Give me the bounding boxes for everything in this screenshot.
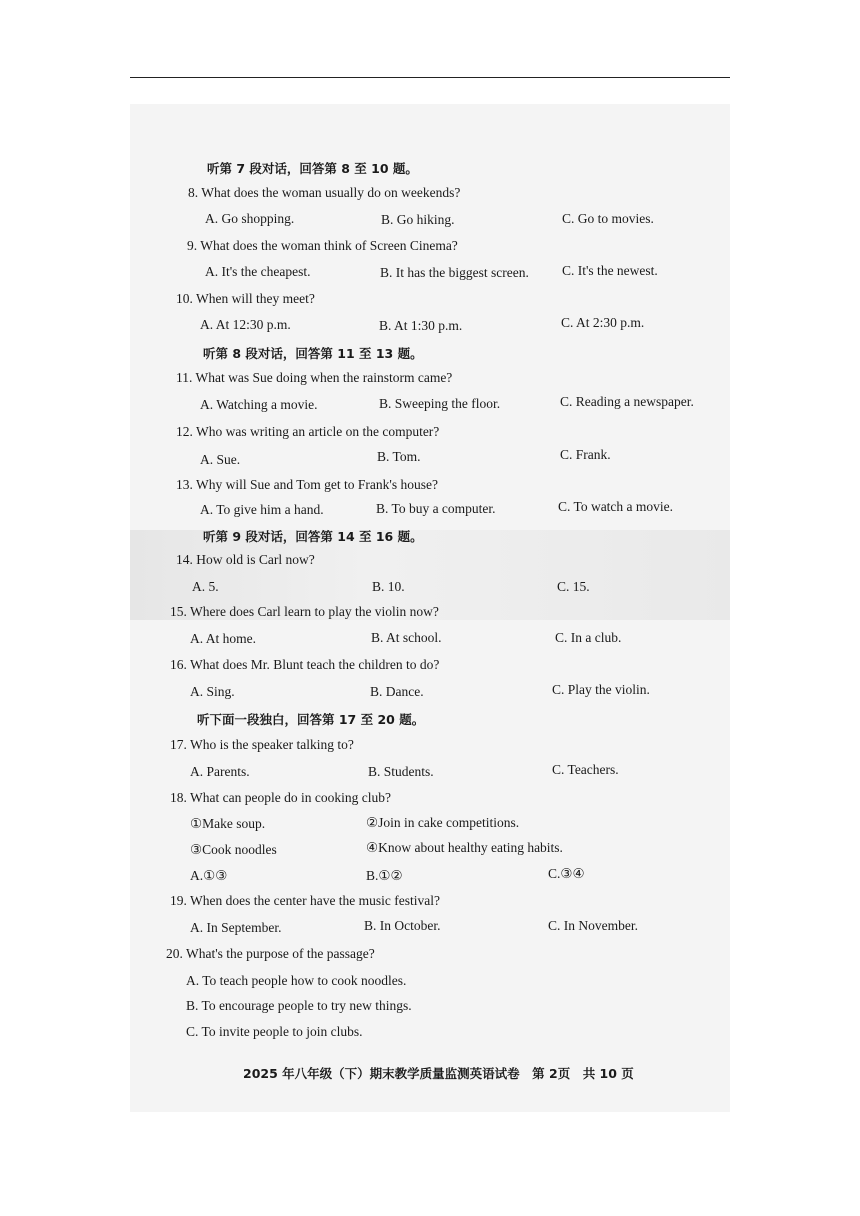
q17-option-c: C. Teachers. [552, 762, 619, 777]
q11-option-c: C. Reading a newspaper. [560, 394, 694, 409]
question-17: 17. Who is the speaker talking to? [170, 737, 354, 752]
q18-option-a: A.①③ [190, 868, 228, 883]
q18-item-2: ②Join in cake competitions. [366, 815, 520, 830]
q16-option-b: B. Dance. [370, 684, 424, 699]
question-15: 15. Where does Carl learn to play the violin now? [170, 604, 439, 619]
q19-option-b: B. In October. [364, 918, 441, 933]
q12-option-b: B. Tom. [377, 449, 421, 464]
q13-option-c: C. To watch a movie. [558, 499, 674, 514]
top-rule [130, 77, 730, 78]
question-14: 14. How old is Carl now? [176, 552, 315, 567]
q18-item-4: ④Know about healthy eating habits. [366, 840, 563, 855]
q17-option-b: B. Students. [368, 764, 434, 779]
question-9: 9. What does the woman think of Screen Cinema? [187, 238, 458, 253]
q12-option-c: C. Frank. [560, 447, 611, 462]
q15-option-c: C. In a club. [555, 630, 622, 645]
q12-option-a: A. Sue. [200, 452, 241, 467]
q11-option-b: B. Sweeping the floor. [379, 396, 501, 411]
q18-item-3: ③Cook noodles [190, 842, 277, 857]
q9-option-a: A. It's the cheapest. [205, 264, 311, 279]
q14-option-b: B. 10. [372, 579, 405, 594]
q19-option-c: C. In November. [548, 918, 638, 933]
page-footer: 2025 年八年级（下）期末教学质量监测英语试卷 第 2页 共 10 页 [243, 1066, 634, 1081]
q20-option-a: A. To teach people how to cook noodles. [186, 973, 407, 988]
question-16: 16. What does Mr. Blunt teach the children to do? [170, 657, 440, 672]
section-heading: 听第 9 段对话，回答第 14 至 16 题。 [203, 529, 423, 544]
q8-option-b: B. Go hiking. [381, 212, 455, 227]
q16-option-c: C. Play the violin. [552, 682, 650, 697]
section-heading: 听下面一段独白，回答第 17 至 20 题。 [197, 712, 425, 727]
question-13: 13. Why will Sue and Tom get to Frank's house? [176, 477, 438, 492]
question-11: 11. What was Sue doing when the rainstorm came? [176, 370, 453, 385]
q8-option-c: C. Go to movies. [562, 211, 654, 226]
question-19: 19. When does the center have the music festival? [170, 893, 441, 908]
q18-option-c: C.③④ [548, 866, 585, 881]
q9-option-b: B. It has the biggest screen. [380, 265, 529, 280]
q10-option-b: B. At 1:30 p.m. [379, 318, 463, 333]
q20-option-c: C. To invite people to join clubs. [186, 1024, 363, 1039]
q10-option-a: A. At 12:30 p.m. [200, 317, 291, 332]
question-8: 8. What does the woman usually do on weekends? [188, 185, 461, 200]
question-18: 18. What can people do in cooking club? [170, 790, 391, 805]
question-10: 10. When will they meet? [176, 291, 315, 306]
q9-option-c: C. It's the newest. [562, 263, 658, 278]
q18-item-1: ①Make soup. [190, 816, 266, 831]
q14-option-a: A. 5. [192, 579, 219, 594]
q13-option-b: B. To buy a computer. [376, 501, 496, 516]
q19-option-a: A. In September. [190, 920, 282, 935]
q16-option-a: A. Sing. [190, 684, 235, 699]
question-12: 12. Who was writing an article on the computer? [176, 424, 440, 439]
question-20: 20. What's the purpose of the passage? [166, 946, 375, 961]
q11-option-a: A. Watching a movie. [200, 397, 318, 412]
q14-option-c: C. 15. [557, 579, 590, 594]
q10-option-c: C. At 2:30 p.m. [561, 315, 645, 330]
section-heading: 听第 7 段对话，回答第 8 至 10 题。 [207, 161, 418, 176]
q13-option-a: A. To give him a hand. [200, 502, 324, 517]
q8-option-a: A. Go shopping. [205, 211, 295, 226]
section-heading: 听第 8 段对话，回答第 11 至 13 题。 [203, 346, 423, 361]
q15-option-b: B. At school. [371, 630, 442, 645]
q20-option-b: B. To encourage people to try new things. [186, 998, 412, 1013]
q18-option-b: B.①② [366, 868, 403, 883]
q15-option-a: A. At home. [190, 631, 256, 646]
q17-option-a: A. Parents. [190, 764, 250, 779]
